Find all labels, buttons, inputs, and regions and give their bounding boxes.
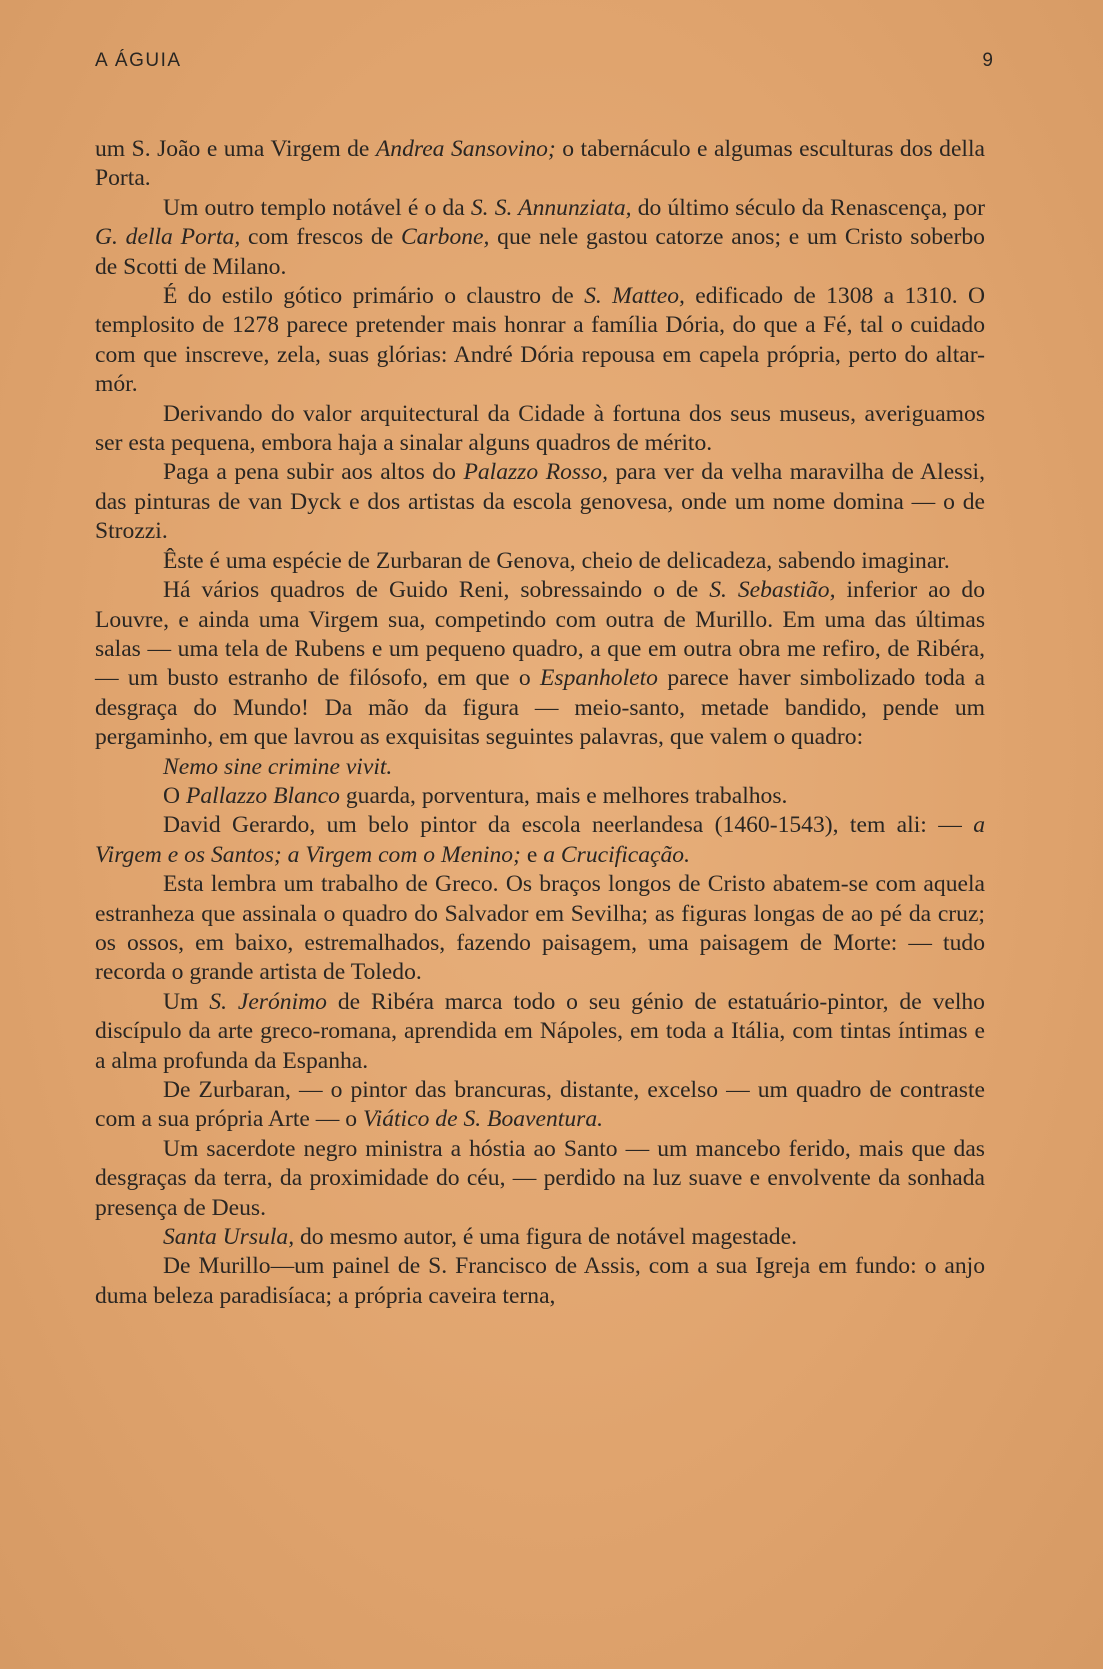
paragraph (95, 1252, 985, 1311)
paragraph (95, 1223, 985, 1252)
running-title: A ÁGUIA (95, 50, 182, 71)
italic-text: Palazzo Rosso, (463, 459, 608, 486)
text-run: David Gerardo, um belo pintor da escola neerlandesa (1460-1543), tem ali: — (163, 812, 974, 839)
body-text (95, 135, 985, 1311)
paragraph (95, 811, 985, 870)
text-run: com frescos de (240, 224, 401, 251)
paragraph (95, 1135, 985, 1223)
paragraph (95, 547, 985, 576)
text-run: parece haver simbolizado toda a desgraça do Mundo! Da mão da figura — meio-santo, metade bandido, pende um pergaminho, em que lavrou as exquisitas seguintes palavras, que valem o quadro: (95, 665, 985, 751)
italic-text: a Crucificação. (543, 841, 690, 868)
text-run: guarda, porventura, mais e melhores trabalhos. (339, 782, 788, 809)
page-header (95, 50, 993, 80)
text-run: Derivando do valor arquitectural da Cidade à fortuna dos seus museus, averiguamos ser esta pequena, embora haja a sinalar alguns quadros de mérito. (95, 400, 985, 457)
text-run: De Murillo—um painel de S. Francisco de Assis, com a sua Igreja em fundo: o anjo duma beleza paradisíaca; a própria caveira terna, (95, 1253, 985, 1309)
text-run: edificado de 1308 a 1310. O templosito de 1278 parece pretender mais honrar a família Dória, do que a Fé, tal o cuidado com que inscreve, zela, suas glórias: André Dória repousa em capela própria, perto do altar-mór. (95, 283, 986, 398)
text-run: o tabernáculo e algumas esculturas dos della Porta. (95, 136, 986, 192)
text-run: Há vários quadros de Guido Reni, sobressaindo o de (163, 577, 710, 604)
italic-text: Andrea Sansovino; (375, 136, 556, 162)
paragraph (95, 870, 985, 988)
paragraph (95, 458, 985, 546)
italic-text: Espanholeto (540, 665, 658, 692)
italic-text: Nemo sine crimine vivit. (163, 753, 393, 780)
paragraph (95, 1076, 985, 1135)
paragraph (95, 135, 985, 194)
text-run: Êste é uma espécie de Zurbaran de Genova, cheio de delicadeza, sabendo imaginar. (163, 547, 950, 574)
text-run: e (520, 841, 544, 868)
italic-text: S. Jerónimo (209, 988, 327, 1015)
paragraph (95, 282, 985, 400)
text-run: Um sacerdote negro ministra a hóstia ao Santo — um mancebo ferido, mais que das desgraças da terra, da proximidade do céu, — perdido na luz suave e envolvente da sonhada presença de Deus. (95, 1135, 985, 1221)
italic-text: G. della Porta, (95, 224, 241, 251)
italic-text: Santa Ursula, (163, 1224, 295, 1251)
page-number: 9 (982, 50, 993, 71)
text-run: É do estilo gótico primário o claustro de (163, 283, 585, 310)
paragraph (95, 988, 985, 1076)
text-run: que nele gastou catorze anos; e um Cristo soberbo de Scotti de Milano. (95, 224, 985, 280)
text-run: O (163, 782, 186, 809)
italic-text: S. Matteo, (584, 283, 685, 310)
text-run: um S. João e uma Virgem de (95, 136, 376, 162)
paragraph (95, 782, 985, 811)
text-run: Esta lembra um trabalho de Greco. Os braços longos de Cristo abatem-se com aquela estranheza que assinala o quadro do Salvador em Sevilha; as figuras longas de ao pé da cruz; os ossos, em baixo, estremalhados, fazendo paisagem, uma paisagem de Morte: — tudo recorda o grande artista de Toledo. (95, 871, 985, 986)
italic-text: S. Sebastião, (709, 577, 836, 604)
text-run: para ver da velha maravilha de Alessi, das pinturas de van Dyck e dos artistas da escola genovesa, onde um nome domina — o de Strozzi. (95, 459, 985, 545)
italic-text: Carbone, (400, 224, 490, 251)
paragraph (95, 400, 985, 459)
text-run: Um outro templo notável é o da (163, 194, 471, 221)
text-run: de Ribéra marca todo o seu génio de estatuário-pintor, de velho discípulo da arte greco-romana, aprendida em Nápoles, em toda a Itália, com tintas íntimas e a alma profunda da Espanha. (95, 988, 985, 1074)
paragraph (95, 753, 985, 782)
italic-text: a Virgem e os Santos; a Virgem com o Menino; (95, 812, 985, 868)
text-run: Paga a pena subir aos altos do (163, 459, 464, 486)
text-run: inferior ao do Louvre, e ainda uma Virgem sua, competindo com outra de Murillo. Em uma das últimas salas — uma tela de Rubens e um pequeno quadro, a que em outra obra me refiro, de Ribéra, — um busto estranho de filósofo, em que o (95, 577, 985, 692)
italic-text: Viático de S. Boaventura. (362, 1106, 604, 1133)
italic-text: S. S. Annunziata, (470, 194, 632, 221)
paragraph (95, 194, 985, 282)
text-run: do último século da Renascença, por (631, 194, 985, 221)
text-run: De Zurbaran, — o pintor das brancuras, distante, excelso — um quadro de contraste com a sua própria Arte — o (95, 1077, 985, 1133)
text-run: do mesmo autor, é uma figura de notável magestade. (294, 1224, 797, 1251)
paragraph (95, 576, 985, 752)
italic-text: Pallazzo Blanco (185, 782, 340, 809)
text-run: Um (163, 988, 210, 1015)
